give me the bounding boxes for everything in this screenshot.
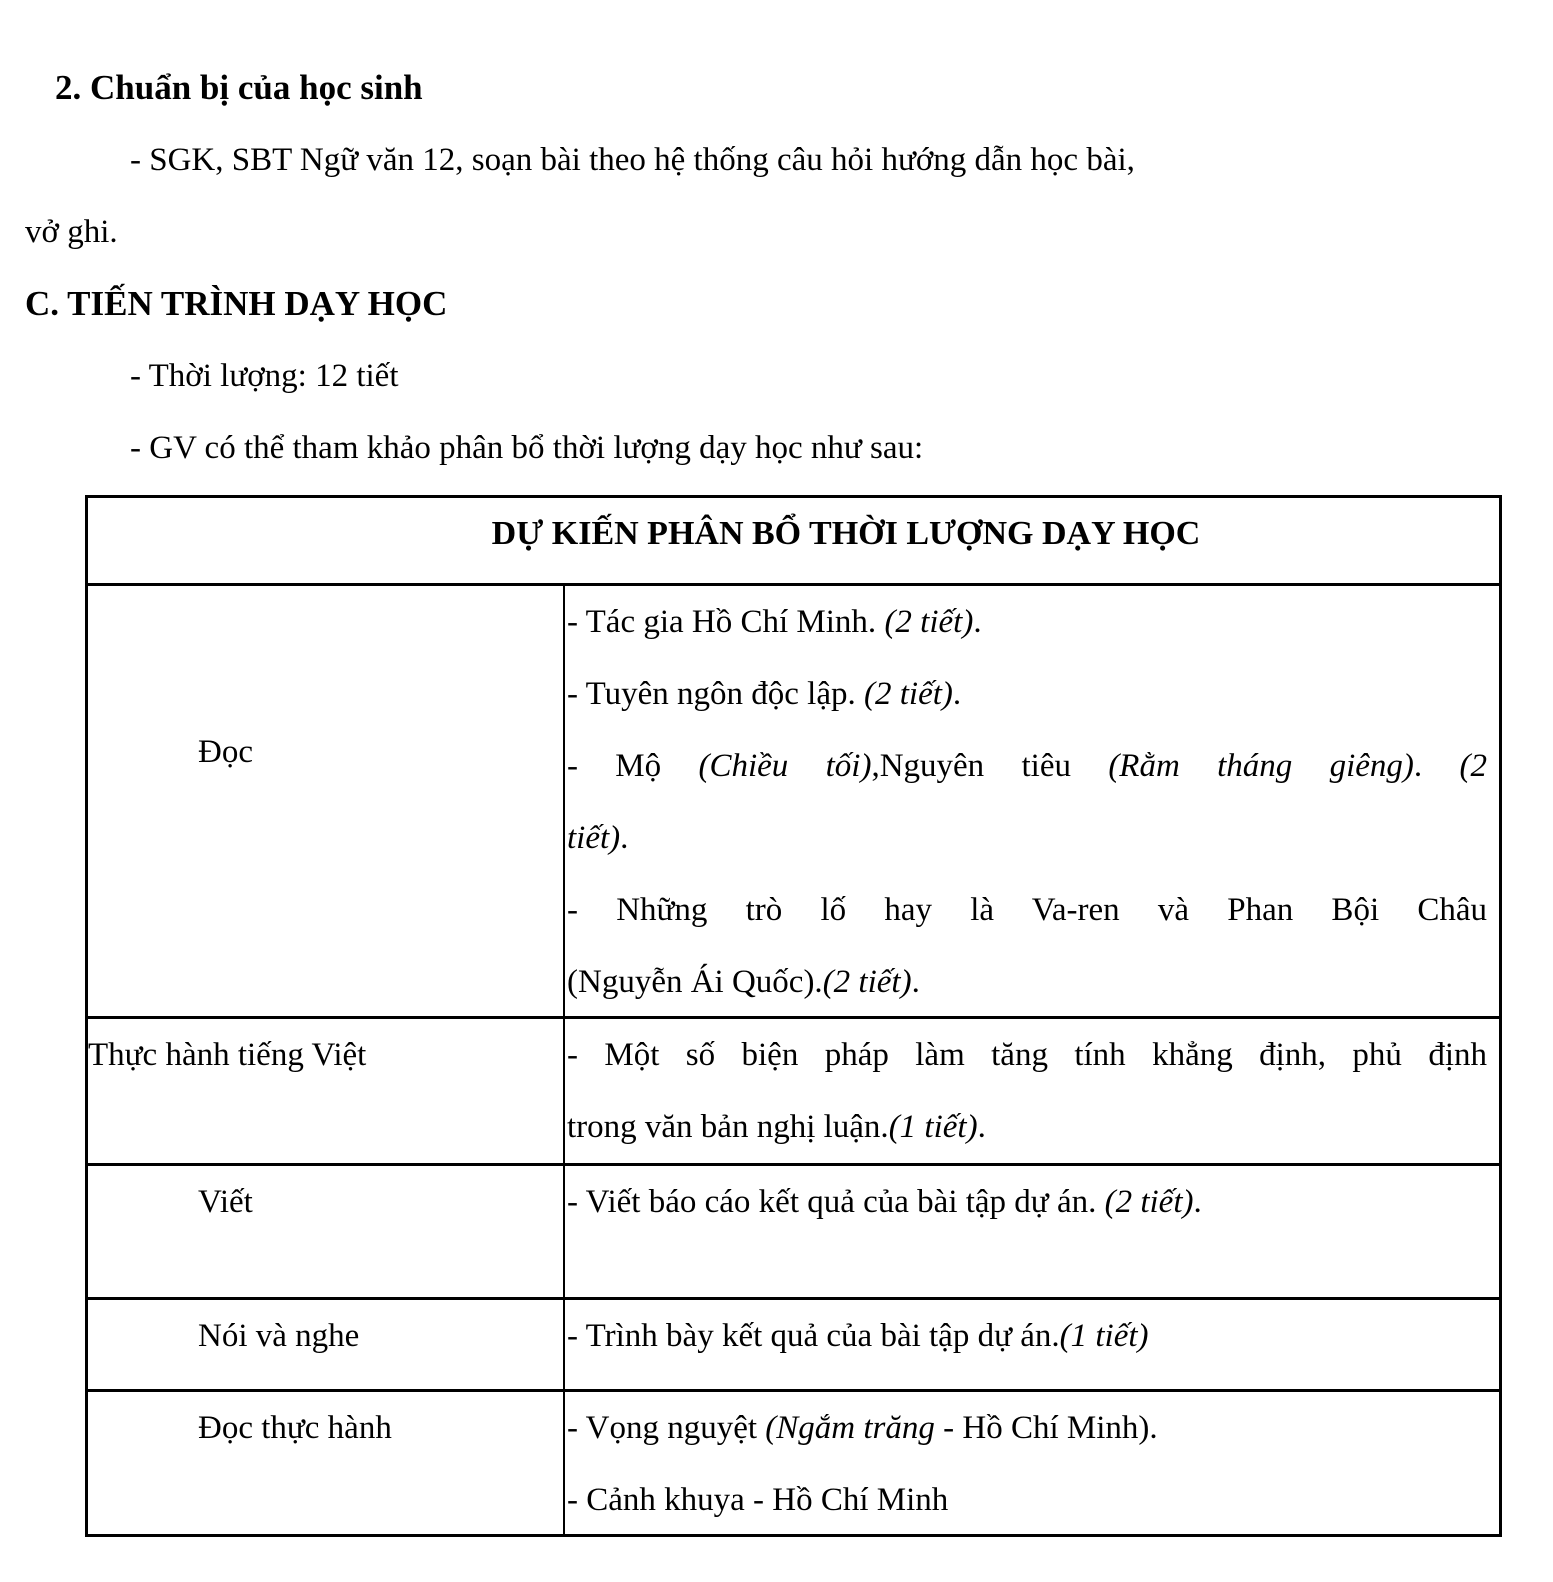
content-line — [567, 586, 1487, 658]
text-segment: (Nguyễn Ái Quốc). — [567, 964, 823, 1000]
content-cell — [565, 586, 1499, 1016]
italic-text-segment: (Ngắm trăng — [765, 1410, 935, 1446]
content-line — [567, 1300, 1487, 1372]
text-segment: - Vọng nguyệt — [567, 1410, 766, 1446]
text-segment: . — [911, 964, 920, 1000]
italic-text-segment: (1 tiết) — [1059, 1318, 1149, 1354]
table-row — [88, 586, 1499, 1019]
paragraph-gv-tham-khao: - GV có thể tham khảo phân bổ thời lượng dạy học như sau: — [130, 430, 924, 466]
italic-text-segment: (2 tiết) — [864, 676, 953, 712]
text-segment: . — [977, 1109, 986, 1145]
text-segment: - Một số biện pháp làm tăng tính khẳng định, phủ định — [567, 1037, 1487, 1073]
italic-text-segment: (2 tiết) — [822, 964, 912, 1000]
content-cell — [565, 1019, 1499, 1163]
content-line — [567, 1091, 1487, 1163]
table-title: DỰ KIẾN PHÂN BỔ THỜI LƯỢNG DẠY HỌC — [88, 498, 1499, 586]
content-cell — [565, 1392, 1499, 1534]
text-segment: . — [973, 604, 982, 640]
section-heading-tien-trinh: C. TIẾN TRÌNH DẠY HỌC — [25, 284, 448, 323]
italic-text-segment: (Chiều tối) — [698, 748, 872, 784]
content-line — [567, 1166, 1487, 1238]
text-segment: - Trình bày kết quả của bài tập dự án. — [567, 1318, 1060, 1354]
content-line — [567, 874, 1487, 946]
italic-text-segment: tiết) — [567, 820, 621, 856]
text-segment: - Tuyên ngôn độc lập. — [567, 676, 864, 712]
text-segment: - Mộ — [567, 748, 699, 784]
schedule-table — [85, 495, 1502, 1537]
content-line — [567, 1464, 1487, 1536]
text-segment: - Tác gia Hồ Chí Minh. — [567, 604, 885, 640]
text-segment: . — [952, 676, 962, 712]
text-segment: . — [1413, 748, 1460, 784]
content-line — [567, 802, 1487, 874]
text-segment: . — [1193, 1184, 1202, 1220]
activity-cell — [88, 1166, 565, 1297]
activity-cell — [88, 586, 565, 1016]
activity-label: Thực hành tiếng Việt — [88, 1037, 367, 1073]
activity-label: Nói và nghe — [198, 1318, 360, 1354]
activity-cell — [88, 1392, 565, 1534]
text-segment: - Những trò lố hay là Va-ren và Phan Bội Châu — [567, 892, 1487, 928]
text-segment: - Viết báo cáo kết quả của bài tập dự án. — [567, 1184, 1105, 1220]
table-row — [88, 1392, 1499, 1534]
italic-text-segment: (1 tiết) — [888, 1109, 978, 1145]
activity-label: Đọc thực hành — [198, 1410, 392, 1446]
text-segment: ,Nguyên tiêu — [871, 748, 1109, 784]
content-line — [567, 658, 1487, 730]
content-cell — [565, 1300, 1499, 1389]
italic-text-segment: (2 tiết) — [1104, 1184, 1194, 1220]
content-line — [567, 730, 1487, 802]
content-line — [567, 1392, 1487, 1464]
text-segment: - Cảnh khuya - Hồ Chí Minh — [567, 1482, 949, 1518]
content-line — [567, 946, 1487, 1018]
italic-text-segment: (2 tiết) — [884, 604, 974, 640]
activity-cell — [88, 1019, 565, 1163]
section-heading-chuan-bi: 2. Chuẩn bị của học sinh — [55, 68, 423, 107]
text-segment: trong văn bản nghị luận. — [567, 1109, 889, 1145]
italic-text-segment: (Rằm tháng giêng) — [1108, 748, 1414, 784]
table-row — [88, 1019, 1499, 1166]
paragraph-vo-ghi: vở ghi. — [25, 214, 118, 250]
table-row — [88, 1300, 1499, 1392]
activity-label: Đọc — [198, 734, 253, 770]
content-line — [567, 1019, 1487, 1091]
table-row — [88, 1166, 1499, 1300]
paragraph-thoi-luong: - Thời lượng: 12 tiết — [130, 358, 399, 394]
content-cell — [565, 1166, 1499, 1297]
activity-label: Viết — [198, 1184, 253, 1220]
italic-text-segment: (2 — [1459, 748, 1487, 784]
paragraph-sgk-sbt: - SGK, SBT Ngữ văn 12, soạn bài theo hệ thống câu hỏi hướng dẫn học bài, — [130, 142, 1135, 178]
activity-cell — [88, 1300, 565, 1389]
text-segment: - Hồ Chí Minh). — [934, 1410, 1158, 1446]
text-segment: . — [620, 820, 629, 856]
